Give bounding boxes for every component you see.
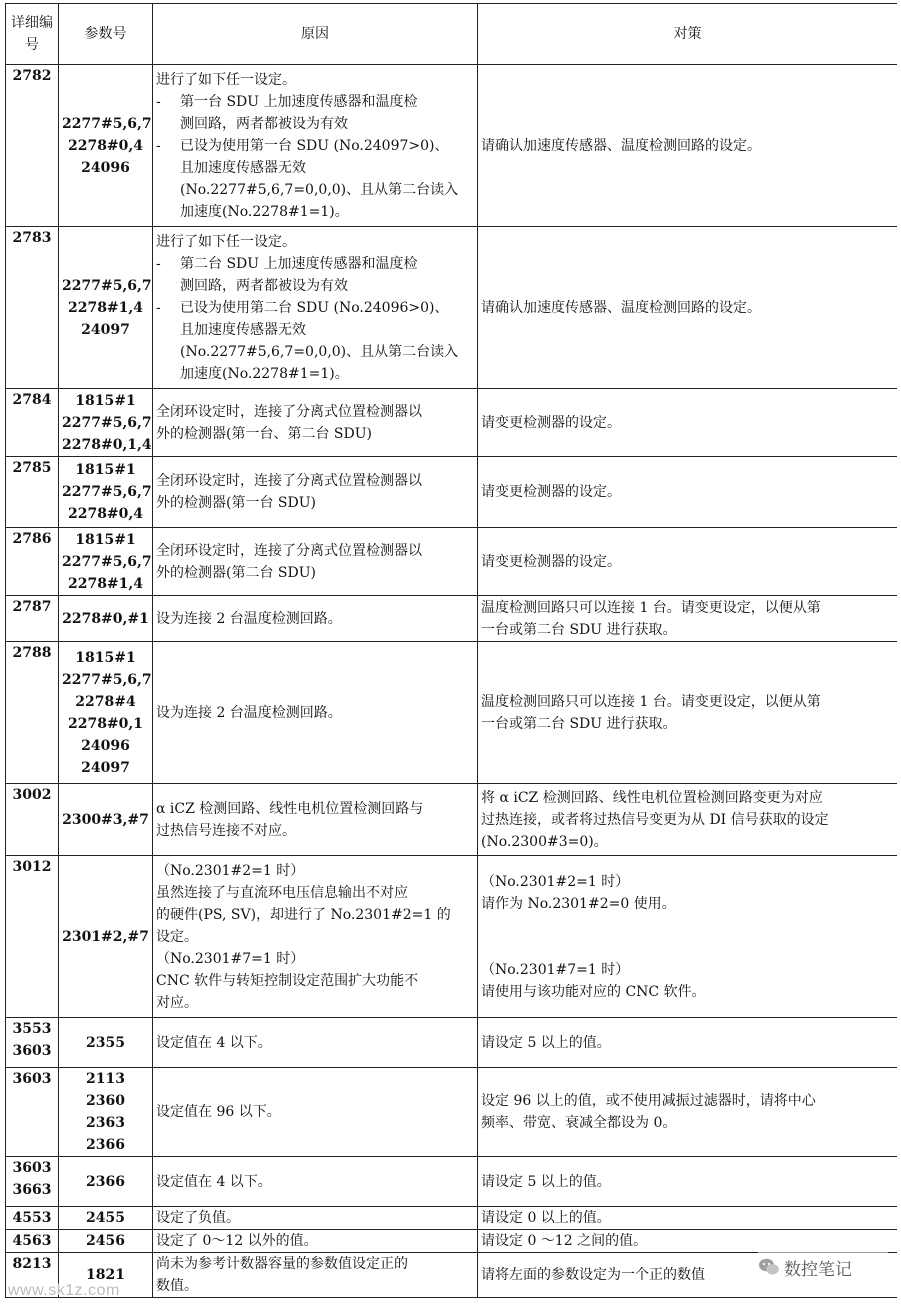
detail-code-cell [6, 227, 59, 389]
line-text: 温度检测回路只可以连接 1 台。请变更设定，以便从第 [481, 599, 821, 616]
parameter-number: 2278#0,#1 [62, 610, 149, 627]
line-text: 过热信号连接不对应。 [156, 822, 296, 839]
wechat-icon [758, 1257, 780, 1277]
line-text: 设为连接 2 台温度检测回路。 [156, 704, 342, 721]
cause-cell [153, 1207, 478, 1230]
detail-code: 2783 [12, 230, 52, 246]
brand-watermark-text: 数控笔记 [784, 1259, 852, 1280]
line-text: （No.2301#2=1 时） [481, 873, 630, 890]
parameter-number-cell [59, 1207, 153, 1230]
table-row [6, 1207, 898, 1230]
cause-cell [153, 596, 478, 642]
table-header-row [6, 4, 898, 65]
cause-text [156, 470, 474, 492]
detail-code: 8213 [12, 1256, 52, 1272]
countermeasure-text [481, 713, 894, 735]
parameter-number: 2277#5,6,7 [62, 484, 152, 500]
parameter-number: 2301#2,#7 [62, 928, 149, 945]
parameter-number: 2456 [86, 1233, 125, 1249]
detail-code-cell [6, 1230, 59, 1253]
cause-cell [153, 1018, 478, 1068]
detail-code-cell [6, 596, 59, 642]
header-cause: 原因 [153, 4, 478, 65]
cause-text [156, 948, 474, 970]
parameter-number: 2363 [86, 1115, 125, 1131]
bullet-dash: - [156, 137, 161, 154]
countermeasure-cell [478, 856, 898, 1018]
line-text: 设定值在 4 以下。 [156, 1173, 272, 1190]
detail-code-cell [6, 784, 59, 856]
cause-text [156, 135, 474, 157]
cause-text [156, 926, 474, 948]
cause-text [156, 798, 474, 820]
countermeasure-text [481, 481, 894, 503]
cause-cell [153, 227, 478, 389]
cause-text [156, 992, 474, 1014]
line-text: CNC 软件与转矩控制设定范围扩大功能不 [156, 972, 419, 989]
countermeasure-cell [478, 227, 898, 389]
line-text: 温度检测回路只可以连接 1 台。请变更设定，以便从第 [481, 693, 821, 710]
parameter-number: 2277#5,6,7 [62, 115, 152, 132]
parameter-number: 1821 [86, 1267, 125, 1283]
table-row [6, 389, 898, 457]
detail-code-cell [6, 389, 59, 457]
parameter-number: 2278#1,4 [67, 575, 144, 592]
parameter-number: 2278#0,4 [67, 506, 144, 522]
line-text: 且加速度传感器无效 [180, 159, 306, 176]
cause-cell [153, 1253, 478, 1298]
table-row [6, 65, 898, 227]
parameter-number: 2366 [86, 1173, 125, 1190]
table-row [6, 784, 898, 856]
parameter-number-cell [59, 457, 153, 528]
detail-code: 3663 [12, 1182, 52, 1198]
parameter-number: 24096 [81, 159, 130, 176]
detail-code: 3603 [12, 1071, 52, 1087]
countermeasure-cell [478, 1068, 898, 1157]
line-text: 请设定 0 以上的值。 [481, 1210, 611, 1226]
line-text: 外的检测器(第一台、第二台 SDU) [156, 425, 372, 442]
line-text: 设定了负值。 [156, 1210, 240, 1226]
parameter-number: 2277#5,6,7 [62, 277, 152, 294]
countermeasure-cell [478, 1207, 898, 1230]
countermeasure-cell [478, 642, 898, 784]
blank-line [481, 915, 894, 937]
line-text: 进行了如下任一设定。 [156, 71, 296, 88]
cause-text [156, 275, 474, 297]
parameter-number-cell [59, 1068, 153, 1157]
parameter-number: 2278#0,1 [67, 715, 144, 732]
cause-text [156, 341, 474, 363]
header-parameter-number: 参数号 [59, 4, 153, 65]
parameter-number: 24097 [81, 759, 130, 776]
parameter-number: 2278#1,4 [67, 299, 144, 316]
parameter-number: 2278#0,4 [67, 137, 144, 154]
countermeasure-cell [478, 1157, 898, 1207]
line-text: (No.2300#3=0)。 [481, 833, 608, 850]
parameter-number-cell [59, 784, 153, 856]
countermeasure-text [481, 831, 894, 853]
line-text: 请使用与该功能对应的 CNC 软件。 [481, 983, 706, 1000]
line-text: 请将左面的参数设定为一个正的数值 [481, 1267, 705, 1283]
line-text: 请设定 5 以上的值。 [481, 1173, 611, 1190]
line-text: (No.2277#5,6,7=0,0,0)、且从第二台读入 [180, 181, 459, 198]
line-text: 加速度(No.2278#1=1)。 [180, 365, 349, 382]
cause-text [156, 297, 474, 319]
parameter-number: 2300#3,#7 [62, 811, 149, 828]
line-text: 外的检测器(第一台 SDU) [156, 495, 316, 511]
parameter-number: 2113 [86, 1071, 125, 1087]
bullet-dash: - [156, 93, 161, 110]
parameter-number-cell [59, 596, 153, 642]
cause-cell [153, 65, 478, 227]
header-countermeasure: 对策 [478, 4, 898, 65]
detail-code-cell [6, 528, 59, 596]
table-row [6, 528, 898, 596]
cause-text [156, 201, 474, 223]
line-text: 加速度(No.2278#1=1)。 [180, 203, 349, 220]
countermeasure-cell [478, 1230, 898, 1253]
countermeasure-cell [478, 457, 898, 528]
countermeasure-text [481, 1207, 894, 1229]
blank-line [481, 937, 894, 959]
line-text: 测回路，两者都被设为有效 [180, 115, 348, 132]
table-row [6, 227, 898, 389]
cause-text [156, 179, 474, 201]
line-text: (No.2277#5,6,7=0,0,0)、且从第二台读入 [180, 343, 459, 360]
cause-text [156, 91, 474, 113]
line-text: 已设为使用第二台 SDU (No.24096>0)、 [180, 299, 449, 316]
countermeasure-text [481, 297, 894, 319]
table-row [6, 1018, 898, 1068]
countermeasure-text [481, 691, 894, 713]
detail-code: 3002 [12, 787, 52, 803]
line-text: 测回路，两者都被设为有效 [180, 277, 348, 294]
countermeasure-text [481, 412, 894, 434]
parameter-number-cell [59, 1018, 153, 1068]
parameter-number: 2366 [86, 1137, 125, 1153]
table-row [6, 1157, 898, 1207]
table-row [6, 856, 898, 1018]
detail-code: 2787 [12, 599, 52, 615]
parameter-number: 2277#5,6,7 [62, 671, 152, 688]
line-text: 虽然连接了与直流环电压信息输出不对应 [156, 884, 408, 901]
parameter-number-cell [59, 227, 153, 389]
line-text: 设定值在 96 以下。 [156, 1104, 281, 1120]
cause-text [156, 1275, 474, 1297]
line-text: 设定。 [156, 928, 198, 945]
detail-code: 2786 [12, 531, 52, 547]
line-text: 频率、带宽、衰减全都设为 0。 [481, 1115, 677, 1131]
parameter-number: 1815#1 [75, 462, 136, 478]
detail-code: 3603 [12, 1043, 52, 1059]
line-text: 请作为 No.2301#2=0 使用。 [481, 895, 676, 912]
parameter-number: 24097 [81, 321, 130, 338]
cause-text [156, 1253, 474, 1275]
parameter-number-cell [59, 389, 153, 457]
parameter-number-cell [59, 856, 153, 1018]
line-text: （No.2301#2=1 时） [156, 862, 305, 879]
cause-cell [153, 642, 478, 784]
cause-text [156, 608, 474, 630]
countermeasure-text [481, 1171, 894, 1193]
cause-text [156, 492, 474, 514]
cause-text [156, 157, 474, 179]
line-text: 对应。 [156, 994, 198, 1011]
line-text: 请设定 5 以上的值。 [481, 1034, 611, 1051]
parameter-number: 2455 [86, 1210, 125, 1226]
cause-text [156, 1230, 474, 1252]
line-text: 请确认加速度传感器、温度检测回路的设定。 [481, 299, 761, 316]
detail-code: 4553 [12, 1210, 52, 1226]
parameter-number: 24096 [81, 737, 130, 754]
line-text: 一台或第二台 SDU 进行获取。 [481, 621, 677, 638]
bullet-dash: - [156, 255, 161, 272]
cause-text [156, 363, 474, 385]
countermeasure-text [481, 981, 894, 1003]
cause-cell [153, 784, 478, 856]
document-page [5, 3, 897, 1301]
detail-code-cell [6, 1068, 59, 1157]
detail-code-cell [6, 1018, 59, 1068]
parameter-number: 2278#4 [75, 693, 136, 710]
cause-cell [153, 457, 478, 528]
parameter-number: 2277#5,6,7 [62, 553, 152, 570]
line-text: 设定 96 以上的值，或不使用减振过滤器时，请将中心 [481, 1093, 816, 1109]
bullet-dash: - [156, 299, 161, 316]
alarm-parameter-table [5, 3, 897, 1298]
line-text: 已设为使用第一台 SDU (No.24097>0)、 [180, 137, 449, 154]
parameter-number: 2278#0,1,4 [62, 436, 152, 453]
table-row [6, 1068, 898, 1157]
countermeasure-text [481, 1112, 894, 1134]
detail-code: 2782 [12, 68, 52, 84]
detail-code-cell [6, 642, 59, 784]
line-text: 外的检测器(第二台 SDU) [156, 564, 316, 581]
countermeasure-text [481, 135, 894, 157]
countermeasure-cell [478, 1018, 898, 1068]
countermeasure-text [481, 1090, 894, 1112]
header-detail-code: 详细编号 [6, 4, 59, 65]
line-text: 请变更检测器的设定。 [481, 553, 621, 570]
detail-code-cell [6, 856, 59, 1018]
detail-code: 2784 [12, 392, 52, 408]
line-text: 请变更检测器的设定。 [481, 414, 621, 431]
cause-text [156, 1207, 474, 1229]
detail-code-cell [6, 1207, 59, 1230]
brand-watermark [758, 1252, 888, 1282]
detail-code: 3012 [12, 859, 52, 875]
line-text: （No.2301#7=1 时） [481, 961, 630, 978]
line-text: 进行了如下任一设定。 [156, 233, 296, 250]
table-row [6, 642, 898, 784]
cause-cell [153, 1068, 478, 1157]
cause-text [156, 882, 474, 904]
detail-code-cell [6, 1157, 59, 1207]
parameter-number: 2360 [86, 1093, 125, 1109]
cause-cell [153, 1157, 478, 1207]
parameter-number-cell [59, 1157, 153, 1207]
cause-text [156, 1032, 474, 1054]
line-text: 请确认加速度传感器、温度检测回路的设定。 [481, 137, 761, 154]
cause-cell [153, 389, 478, 457]
parameter-number: 2355 [86, 1034, 125, 1051]
line-text: 数值。 [156, 1278, 198, 1294]
countermeasure-text [481, 1230, 894, 1252]
line-text: 全闭环设定时，连接了分离式位置检测器以 [156, 403, 422, 420]
line-text: 请变更检测器的设定。 [481, 484, 621, 500]
cause-cell [153, 1230, 478, 1253]
table-row [6, 1230, 898, 1253]
countermeasure-cell [478, 784, 898, 856]
countermeasure-cell [478, 65, 898, 227]
line-text: 设为连接 2 台温度检测回路。 [156, 610, 342, 627]
cause-text [156, 253, 474, 275]
countermeasure-text [481, 787, 894, 809]
countermeasure-text [481, 551, 894, 573]
line-text: 全闭环设定时，连接了分离式位置检测器以 [156, 542, 422, 559]
detail-code: 4563 [12, 1233, 52, 1249]
detail-code: 2788 [12, 645, 52, 661]
detail-code: 3603 [12, 1160, 52, 1176]
table-row [6, 457, 898, 528]
countermeasure-cell [478, 389, 898, 457]
line-text: 且加速度传感器无效 [180, 321, 306, 338]
countermeasure-cell [478, 528, 898, 596]
countermeasure-text [481, 619, 894, 641]
site-watermark: www.sk1z.com [8, 1282, 120, 1299]
countermeasure-text [481, 959, 894, 981]
cause-cell [153, 856, 478, 1018]
parameter-number-cell [59, 65, 153, 227]
table-row [6, 596, 898, 642]
line-text: 过热连接，或者将过热信号变更为从 DI 信号获取的设定 [481, 811, 829, 828]
detail-code-cell [6, 65, 59, 227]
line-text: 一台或第二台 SDU 进行获取。 [481, 715, 677, 732]
line-text: 请设定 0 ～12 之间的值。 [481, 1233, 648, 1249]
line-text: 设定了 0～12 以外的值。 [156, 1233, 318, 1249]
cause-text [156, 904, 474, 926]
cause-text [156, 231, 474, 253]
line-text: 将 α iCZ 检测回路、线性电机位置检测回路变更为对应 [481, 789, 823, 806]
detail-code: 3553 [12, 1021, 52, 1037]
line-text: （No.2301#7=1 时） [156, 950, 305, 967]
cause-text [156, 423, 474, 445]
parameter-number-cell [59, 642, 153, 784]
cause-text [156, 69, 474, 91]
cause-text [156, 1171, 474, 1193]
parameter-number-cell [59, 528, 153, 596]
cause-text [156, 970, 474, 992]
countermeasure-text [481, 1032, 894, 1054]
line-text: 尚未为参考计数器容量的参数值设定正的 [156, 1256, 408, 1272]
line-text: 设定值在 4 以下。 [156, 1034, 272, 1051]
countermeasure-cell [478, 596, 898, 642]
parameter-number: 1815#1 [75, 649, 136, 666]
parameter-number-cell [59, 1230, 153, 1253]
line-text: α iCZ 检测回路、线性电机位置检测回路与 [156, 800, 424, 817]
cause-text [156, 401, 474, 423]
parameter-number: 1815#1 [75, 531, 136, 548]
line-text: 的硬件(PS, SV)，却进行了 No.2301#2=1 的 [156, 906, 451, 923]
countermeasure-text [481, 809, 894, 831]
cause-text [156, 1101, 474, 1123]
detail-code-cell [6, 457, 59, 528]
detail-code: 2785 [12, 460, 52, 476]
cause-text [156, 562, 474, 584]
countermeasure-text [481, 871, 894, 893]
cause-text [156, 319, 474, 341]
parameter-number: 1815#1 [75, 392, 136, 409]
line-text: 第一台 SDU 上加速度传感器和温度检 [180, 93, 418, 110]
cause-text [156, 702, 474, 724]
line-text: 全闭环设定时，连接了分离式位置检测器以 [156, 473, 422, 489]
cause-text [156, 540, 474, 562]
cause-cell [153, 528, 478, 596]
cause-text [156, 113, 474, 135]
cause-text [156, 860, 474, 882]
countermeasure-text [481, 893, 894, 915]
parameter-number: 2277#5,6,7 [62, 414, 152, 431]
line-text: 第二台 SDU 上加速度传感器和温度检 [180, 255, 418, 272]
countermeasure-text [481, 597, 894, 619]
cause-text [156, 820, 474, 842]
